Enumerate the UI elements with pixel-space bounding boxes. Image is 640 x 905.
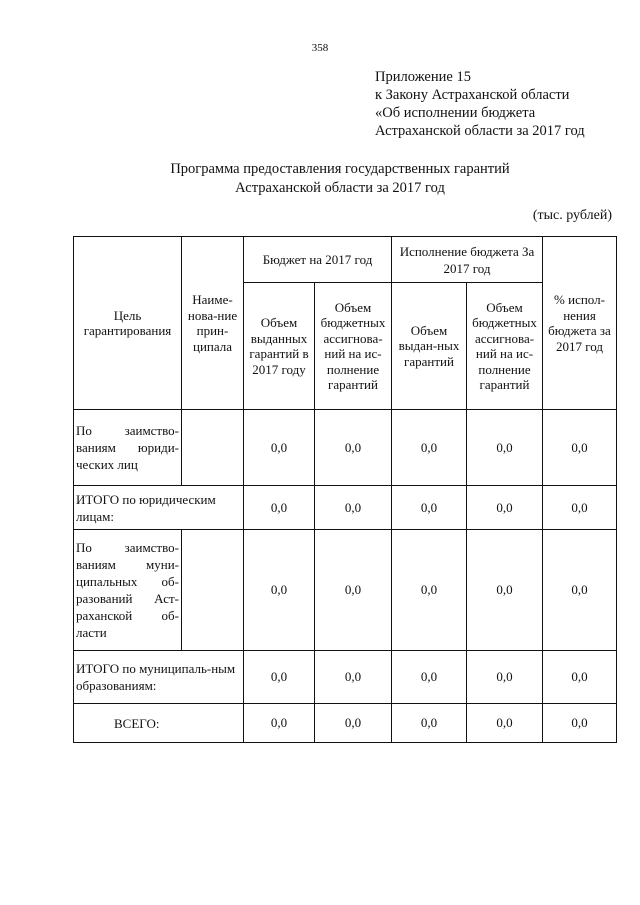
- row-label: ИТОГО по юридическим лицам:: [74, 486, 244, 530]
- value-cell: 0,0: [392, 410, 467, 486]
- appendix-line: к Закону Астраханской области: [375, 87, 570, 103]
- value-cell: 0,0: [467, 704, 543, 743]
- title-line: Астраханской области за 2017 год: [235, 180, 445, 196]
- value-cell: 0,0: [467, 486, 543, 530]
- value-cell: 0,0: [543, 530, 617, 651]
- value-cell: 0,0: [244, 704, 315, 743]
- row-label: ИТОГО по муниципаль-ным образованиям:: [74, 651, 244, 704]
- guarantees-table: [73, 236, 617, 743]
- value-cell: 0,0: [244, 651, 315, 704]
- value-cell: 0,0: [392, 530, 467, 651]
- row-label: ВСЕГО:: [74, 704, 244, 743]
- header-budget-assignments: Объем бюджетных ассигнова-ний на ис-полнение гарантий: [315, 283, 392, 410]
- value-cell: 0,0: [315, 410, 392, 486]
- table-row: [74, 704, 617, 743]
- appendix-line: Приложение 15: [375, 69, 471, 85]
- value-cell: 0,0: [392, 704, 467, 743]
- header-percent: % испол-нения бюджета за 2017 год: [543, 237, 617, 410]
- principal-cell: [182, 530, 244, 651]
- header-budget-group: Бюджет на 2017 год: [244, 237, 392, 283]
- header-principal: Наиме-нова-ние прин-ципала: [182, 237, 244, 410]
- table-row: [74, 651, 617, 704]
- value-cell: 0,0: [543, 651, 617, 704]
- appendix-block: [375, 68, 585, 140]
- value-cell: 0,0: [467, 410, 543, 486]
- appendix-line: «Об исполнении бюджета: [375, 105, 536, 121]
- row-label: По заимство-ваниям муни-ципальных об-разований Аст-раханской об-ласти: [74, 530, 182, 651]
- value-cell: 0,0: [543, 704, 617, 743]
- document-title: [0, 160, 640, 198]
- table-row: [74, 530, 617, 651]
- value-cell: 0,0: [543, 410, 617, 486]
- title-line: Программа предоставления государственных гарантий: [170, 161, 510, 177]
- value-cell: 0,0: [244, 530, 315, 651]
- header-goal: Цель гарантирования: [74, 237, 182, 410]
- units-note: (тыс. рублей): [532, 208, 612, 223]
- value-cell: 0,0: [244, 410, 315, 486]
- table-row: [74, 486, 617, 530]
- row-label: По заимство-ваниям юриди-ческих лиц: [74, 410, 182, 486]
- table-row: [74, 410, 617, 486]
- value-cell: 0,0: [315, 486, 392, 530]
- header-exec-assignments: Объем бюджетных ассигнова-ний на ис-полнение гарантий: [467, 283, 543, 410]
- value-cell: 0,0: [315, 704, 392, 743]
- value-cell: 0,0: [392, 651, 467, 704]
- value-cell: 0,0: [315, 530, 392, 651]
- page-number: 358: [311, 42, 329, 54]
- header-budget-issued: Объем выданных гарантий в 2017 году: [244, 283, 315, 410]
- principal-cell: [182, 410, 244, 486]
- value-cell: 0,0: [467, 530, 543, 651]
- value-cell: 0,0: [467, 651, 543, 704]
- value-cell: 0,0: [244, 486, 315, 530]
- appendix-line: Астраханской области за 2017 год: [375, 123, 585, 139]
- value-cell: 0,0: [392, 486, 467, 530]
- header-exec-issued: Объем выдан-ных гарантий: [392, 283, 467, 410]
- value-cell: 0,0: [543, 486, 617, 530]
- value-cell: 0,0: [315, 651, 392, 704]
- header-execution-group: Исполнение бюджета За 2017 год: [392, 237, 543, 283]
